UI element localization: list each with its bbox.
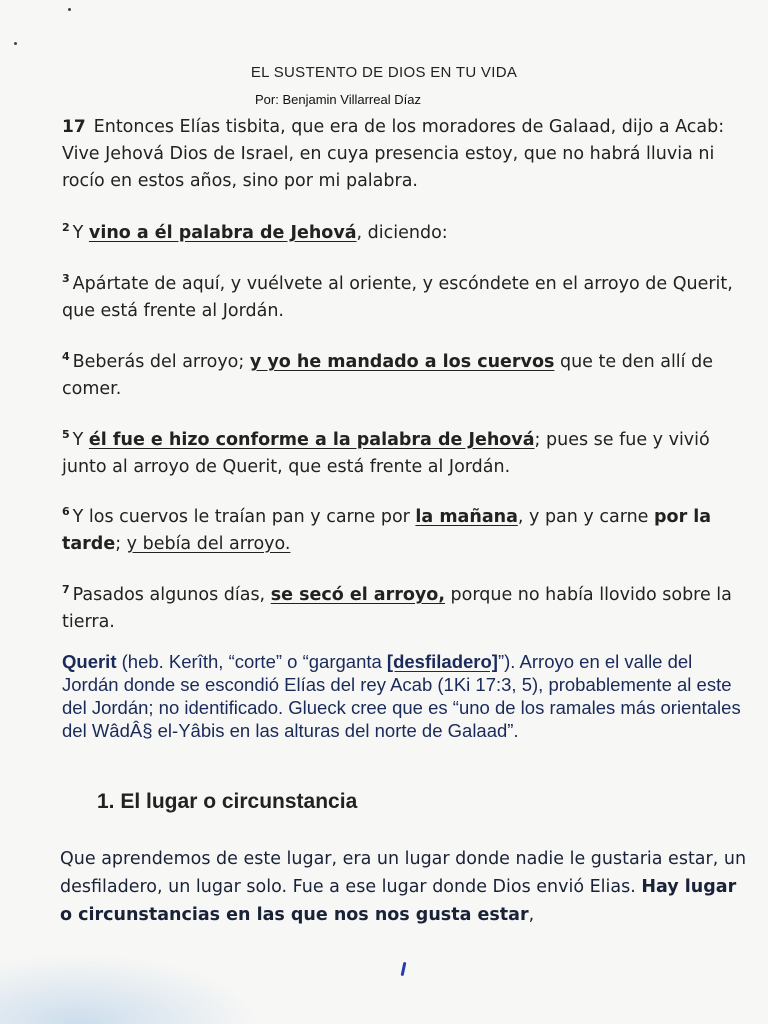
verse-text: , y pan y carne xyxy=(517,506,655,527)
author-line: Por: Benjamin Villarreal Díaz xyxy=(255,92,421,107)
paragraph-text: Que aprendemos de este lugar, era un lugar donde nadie le gustaria estar, un desfiladero, un lugar solo. Fue a ese lugar donde Dios envió Elias. xyxy=(60,849,747,897)
verse-3 xyxy=(62,265,742,325)
verse-highlight: y yo he mandado a los cuervos xyxy=(249,351,555,372)
verse-number: 7 xyxy=(62,583,70,596)
note-term-desfiladero: [desfiladero] xyxy=(386,651,498,672)
note-term: Querit xyxy=(62,651,117,672)
paragraph-bold: Hay lugar o circunstancias en las que nos nos gusta estar xyxy=(60,877,737,925)
paragraph-end: , xyxy=(528,905,535,925)
verse-bold: por la tarde xyxy=(62,506,712,554)
verse-highlight: se secó el arroyo, xyxy=(270,584,445,605)
pen-mark xyxy=(401,962,407,976)
verse-text: , diciendo: xyxy=(356,222,448,243)
verse-highlight: la mañana xyxy=(415,506,518,527)
verse-text: ; xyxy=(115,533,127,554)
verse-4 xyxy=(62,343,742,403)
verse-number: 6 xyxy=(62,505,70,518)
verse-2 xyxy=(62,214,742,247)
verse-5 xyxy=(62,421,742,481)
verse-text: Entonces Elías tisbita, que era de los moradores de Galaad, dijo a Acab: Vive Jehová Dios de Israel, en cuya presencia estoy, que no habrá lluvia ni rocío en estos años, sino por mi palabra. xyxy=(62,117,725,191)
querit-note xyxy=(62,650,742,742)
section-heading: 1. El lugar o circunstancia xyxy=(97,790,358,813)
verse-text: Y xyxy=(72,222,89,243)
verse-highlight: él fue e hizo conforme a la palabra de Jehová xyxy=(88,429,535,450)
verse-text: que te den allí de comer. xyxy=(62,351,713,399)
verse-underline: y bebía del arroyo. xyxy=(126,533,291,554)
verse-text: Y los cuervos le traían pan y carne por xyxy=(72,506,416,527)
document-title: EL SUSTENTO DE DIOS EN TU VIDA xyxy=(250,64,518,81)
verse-7 xyxy=(62,576,742,636)
verse-text: Apártate de aquí, y vuélvete al oriente, y escóndete en el arroyo de Querit, que está frente al Jordán. xyxy=(62,273,733,321)
verse-number: 3 xyxy=(62,272,70,285)
note-text: ”). Arroyo en el valle del Jordán donde se escondió Elías del rey Acab (1Ki 17:3, 5), probablemente al este del Jordán; no identificado. Glueck cree que es “uno de los ramales más orientales del WâdÂ§ el-Yâbis en las alturas del norte de Galaad”. xyxy=(62,651,741,741)
verse-17 xyxy=(62,114,742,195)
verse-text: Beberás del arroyo; xyxy=(72,351,250,372)
verse-text: Y xyxy=(72,429,89,450)
verse-text: porque no había llovido sobre la tierra. xyxy=(62,584,732,632)
body-paragraph xyxy=(60,845,750,929)
verse-text: Pasados algunos días, xyxy=(72,584,271,605)
verse-number: 17 xyxy=(62,117,86,137)
verse-highlight: vino a él palabra de Jehová xyxy=(88,222,357,243)
paper-stain xyxy=(0,954,260,1024)
verse-number: 4 xyxy=(62,350,70,363)
verse-number: 2 xyxy=(62,221,70,234)
verse-6 xyxy=(62,498,742,558)
verse-number: 5 xyxy=(62,428,70,441)
speck xyxy=(68,8,71,11)
verse-text: ; pues se fue y vivió junto al arroyo de Querit, que está frente al Jordán. xyxy=(62,429,710,477)
note-text: (heb. Kerîth, “corte” o “garganta xyxy=(116,651,387,672)
speck xyxy=(14,42,17,45)
